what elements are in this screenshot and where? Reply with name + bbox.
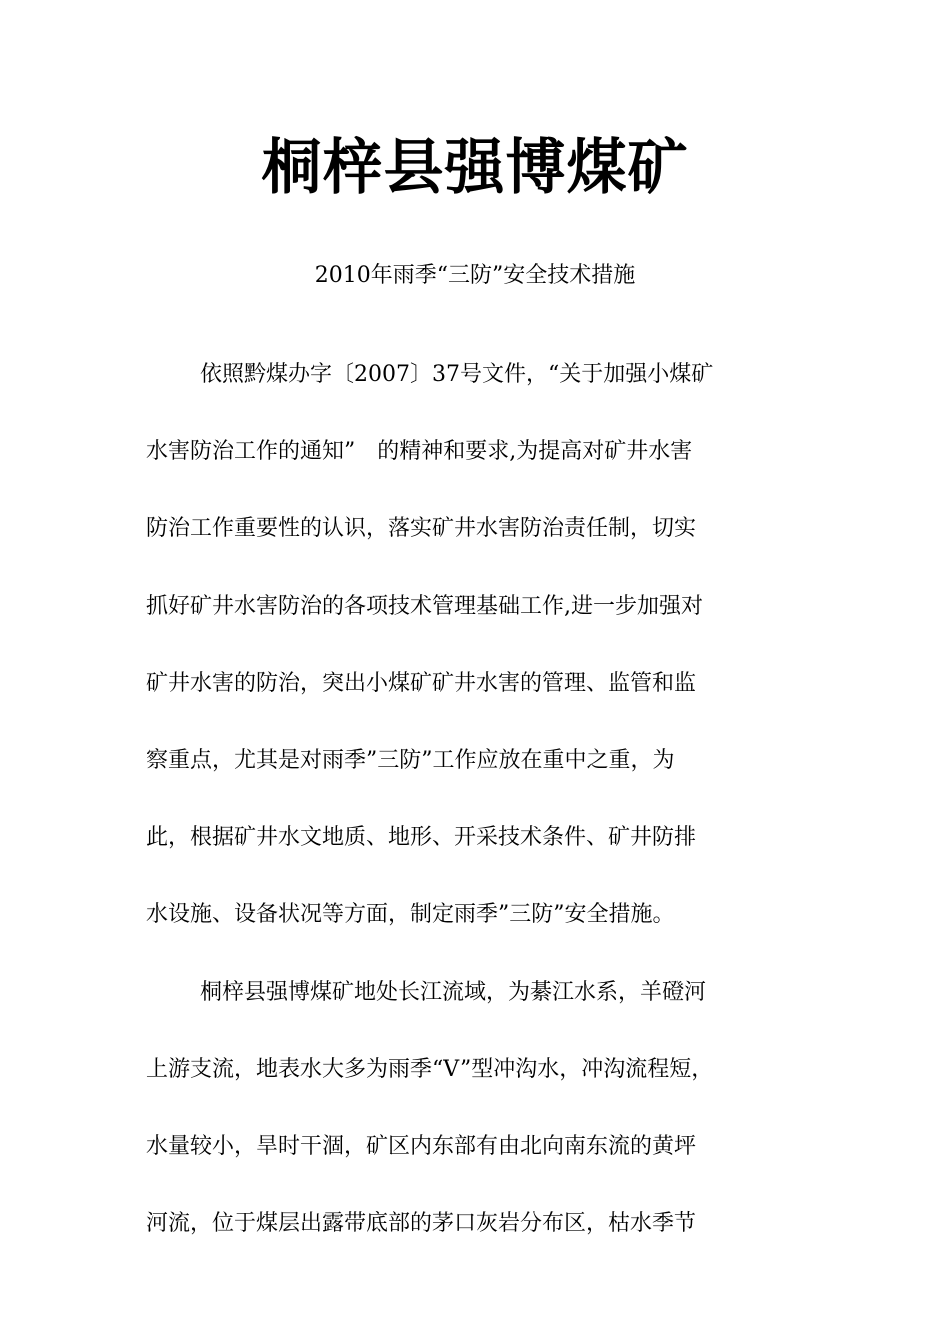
paragraph-1-line-8: 水设施、设备状况等方面，制定雨季”三防”安全措施。 [146,902,675,928]
paragraph-2-line-1: 桐梓县强博煤矿地处长江流域，为綦江水系，羊磴河 [200,979,707,1005]
paragraph-1-line-1: 依照黔煤办字〔2007〕37号文件，“关于加强小煤矿 [200,362,714,387]
paragraph-2-line-3: 水量较小，旱时干涸，矿区内东部有由北向南东流的黄坪 [146,1133,697,1159]
paragraph-2-line-4: 河流，位于煤层出露带底部的茅口灰岩分布区，枯水季节 [146,1211,697,1237]
document-subtitle: 2010年雨季“三防”安全技术措施 [314,263,636,288]
document-body [146,355,826,1281]
paragraph-1-line-4: 抓好矿井水害防治的各项技术管理基础工作,进一步加强对 [146,593,703,619]
paragraph-2-line-2: 上游支流，地表水大多为雨季“V”型冲沟水，冲沟流程短， [146,1056,714,1082]
paragraph-1-line-5: 矿井水害的防治，突出小煤矿矿井水害的管理、监管和监 [146,670,697,696]
paragraph-1-line-6: 察重点，尤其是对雨季”三防”工作应放在重中之重，为 [146,747,675,773]
paragraph-1-line-2: 水害防治工作的通知” 的精神和要求,为提高对矿井水害 [146,439,693,465]
paragraph-1-line-3: 防治工作重要性的认识，落实矿井水害防治责任制，切实 [146,516,697,542]
paragraph-1-line-7: 此，根据矿井水文地质、地形、开采技术条件、矿井防排 [146,825,697,851]
document-title: 桐梓县强博煤矿 [261,133,689,203]
